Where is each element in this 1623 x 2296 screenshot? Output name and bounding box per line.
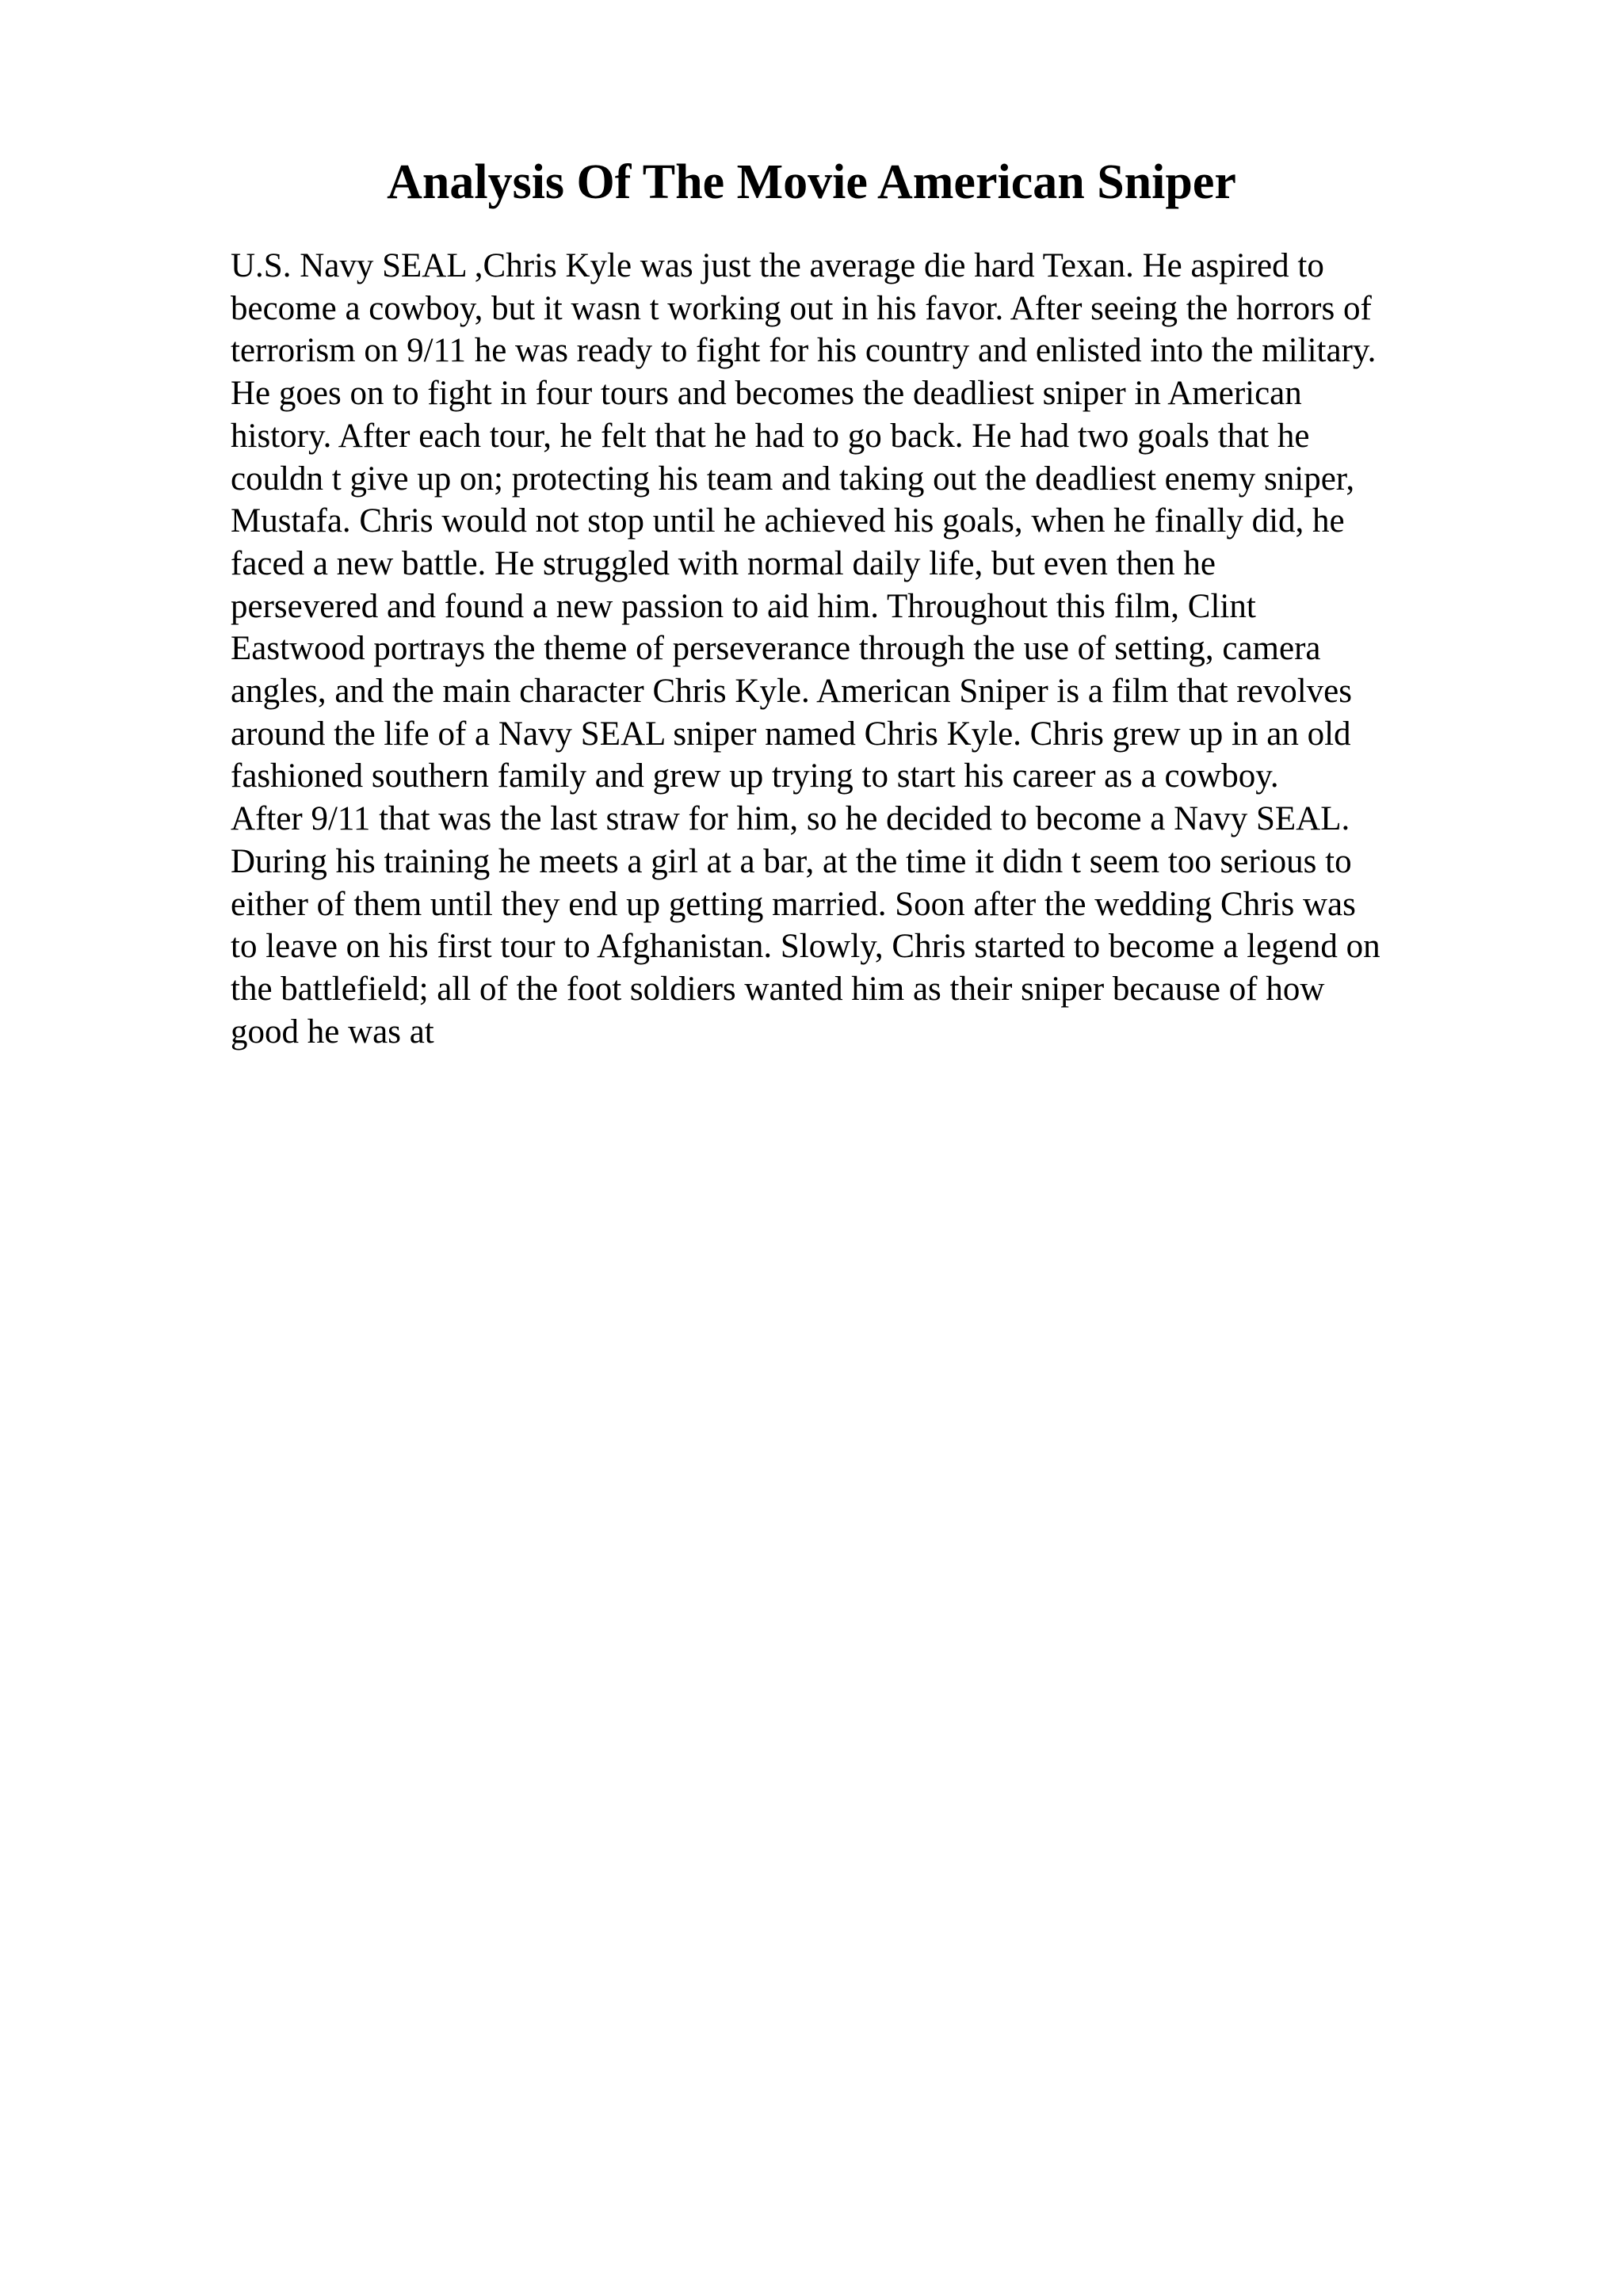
body-line: terrorism on 9/11 he was ready to fight for his country and enlisted into the military. — [231, 332, 1377, 370]
body-line: become a cowboy, but it wasn t working out in his favor. After seeing the horrors of — [231, 289, 1372, 327]
body-line: persevered and found a new passion to aid him. Throughout this film, Clint — [231, 587, 1256, 625]
body-line: fashioned southern family and grew up trying to start his career as a cowboy. — [231, 757, 1279, 795]
document-title: Analysis Of The Movie American Sniper — [387, 155, 1236, 209]
body-line: good he was at — [231, 1013, 434, 1051]
body-line: Eastwood portrays the theme of perseverance through the use of setting, camera — [231, 630, 1321, 668]
body-line: During his training he meets a girl at a bar, at the time it didn t seem too serious to — [231, 842, 1352, 880]
body-line: the battlefield; all of the foot soldiers wanted him as their sniper because of how — [231, 970, 1325, 1008]
body-line: history. After each tour, he felt that he had to go back. He had two goals that he — [231, 417, 1310, 455]
body-line: either of them until they end up getting married. Soon after the wedding Chris was — [231, 885, 1356, 923]
body-line: couldn t give up on; protecting his team and taking out the deadliest enemy sniper, — [231, 460, 1355, 498]
body-line: to leave on his first tour to Afghanistan. Slowly, Chris started to become a legend on — [231, 928, 1381, 966]
body-line: After 9/11 that was the last straw for him, so he decided to become a Navy SEAL. — [231, 800, 1350, 838]
document-body — [231, 245, 1499, 1053]
body-line: around the life of a Navy SEAL sniper named Chris Kyle. Chris grew up in an old — [231, 715, 1351, 753]
body-line: He goes on to fight in four tours and becomes the deadliest sniper in American — [231, 375, 1302, 413]
body-line: angles, and the main character Chris Kyle. American Sniper is a film that revolves — [231, 673, 1352, 711]
body-line: U.S. Navy SEAL ,Chris Kyle was just the average die hard Texan. He aspired to — [231, 247, 1324, 284]
body-line: Mustafa. Chris would not stop until he achieved his goals, when he finally did, he — [231, 502, 1345, 540]
body-line: faced a new battle. He struggled with normal daily life, but even then he — [231, 544, 1216, 582]
